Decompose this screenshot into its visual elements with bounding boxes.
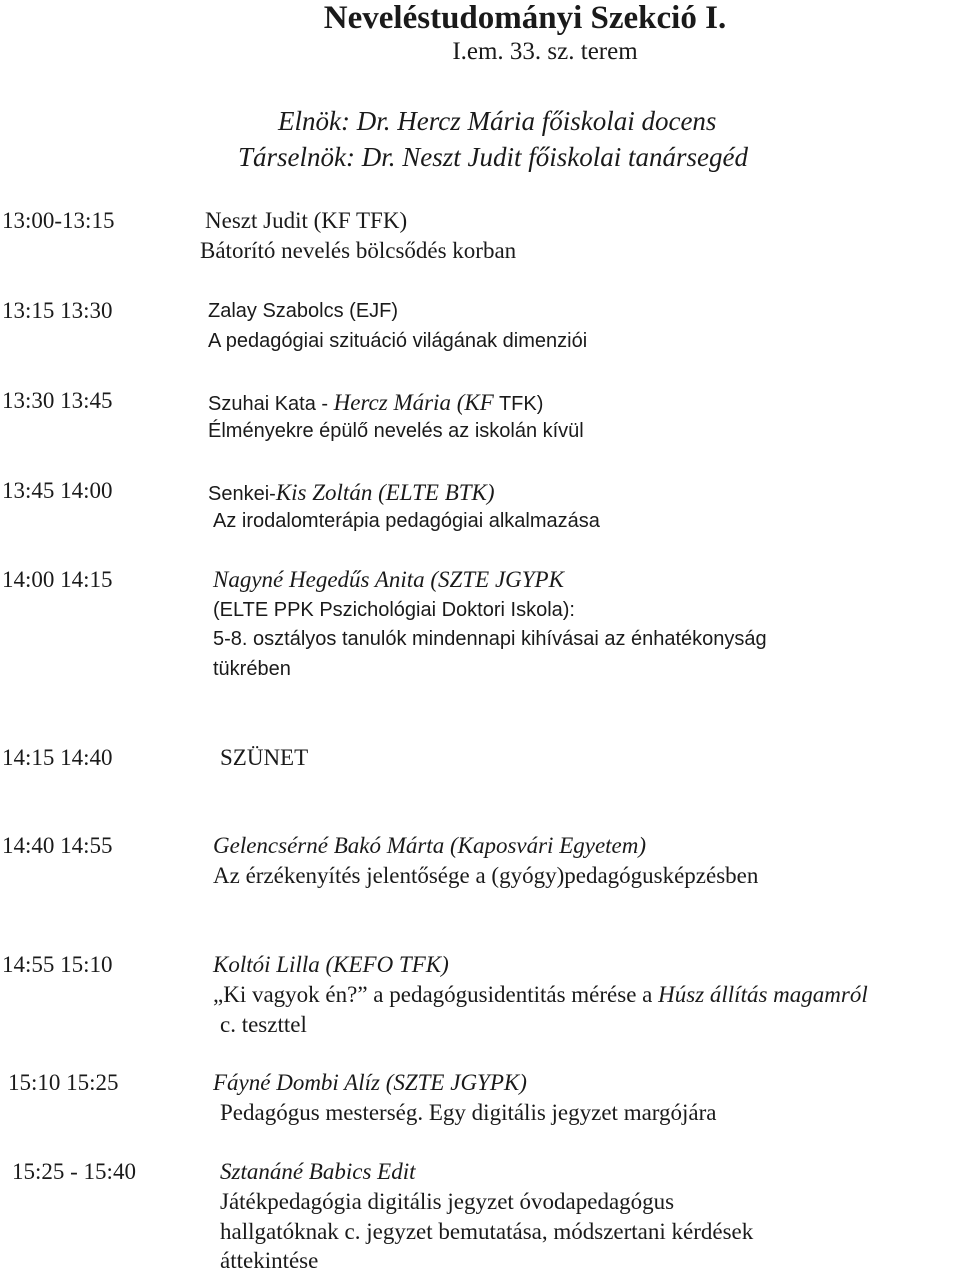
section-title: Neveléstudományi Szekció I. [323,0,727,36]
session-presenter: Neszt Judit (KF TFK) [205,208,408,233]
session-affiliation: (ELTE PPK Pszichológiai Doktori Iskola): [213,599,575,621]
presenter-part: Szuhai Kata - [208,393,334,415]
session-presenter: Fáyné Dombi Alíz (SZTE JGYPK) [213,1070,527,1095]
session-time: 15:10 15:25 [8,1070,119,1095]
session-time: 13:00-13:15 [2,208,115,233]
session-time: 13:15 13:30 [2,298,113,323]
presenter-part: Senkei- [208,483,276,505]
session-title: Játékpedagógia digitális jegyzet óvodapedagógus [220,1189,675,1214]
session-time: 13:45 14:00 [2,478,113,503]
session-presenter: Zalay Szabolcs (EJF) [208,300,399,322]
session-title: hallgatóknak c. jegyzet bemutatása, módszertani kérdések [220,1219,754,1244]
session-presenter [208,390,543,416]
break-label: SZÜNET [220,745,309,770]
session-title: áttekintése [220,1248,319,1273]
session-presenter [208,480,495,506]
session-time: 14:55 15:10 [2,952,113,977]
session-presenter: Nagyné Hegedűs Anita (SZTE JGYPK [213,567,564,592]
presenter-part-italic: Kis Zoltán (ELTE BTK) [275,480,495,505]
cochair-line: Társelnök: Dr. Neszt Judit főiskolai tanársegéd [238,142,748,172]
session-time: 14:15 14:40 [2,745,113,770]
room-label: I.em. 33. sz. terem [452,38,638,65]
session-title: 5-8. osztályos tanulók mindennapi kihívásai az énhatékonyság [213,628,767,650]
presenter-part-italic: Hercz Mária (KF [333,390,494,415]
session-time: 14:00 14:15 [2,567,113,592]
session-title: Pedagógus mesterség. Egy digitális jegyzet margójára [220,1100,717,1125]
session-title [213,982,868,1008]
session-title: A pedagógiai szituáció világának dimenziói [208,330,588,352]
title-part: „Ki vagyok én?” a pedagógusidentitás mérése a [213,982,659,1007]
session-title: tükrében [213,658,291,680]
presenter-part: TFK) [493,393,544,415]
session-presenter: Gelencsérné Bakó Márta (Kaposvári Egyetem) [213,833,647,858]
session-title: Bátorító nevelés bölcsődés korban [200,238,517,263]
session-title: c. teszttel [220,1012,307,1037]
session-time: 13:30 13:45 [2,388,113,413]
session-time: 15:25 - 15:40 [12,1159,136,1184]
chair-line: Elnök: Dr. Hercz Mária főiskolai docens [278,106,717,136]
session-title: Az érzékenyítés jelentősége a (gyógy)pedagógusképzésben [213,863,759,888]
title-part-italic: Húsz állítás magamról [658,982,868,1007]
session-presenter: Koltói Lilla (KEFO TFK) [213,952,449,977]
session-title: Az irodalomterápia pedagógiai alkalmazása [213,510,600,532]
session-presenter: Sztanáné Babics Edit [220,1159,416,1184]
session-time: 14:40 14:55 [2,833,113,858]
session-title: Élményekre épülő nevelés az iskolán kívül [208,420,584,442]
